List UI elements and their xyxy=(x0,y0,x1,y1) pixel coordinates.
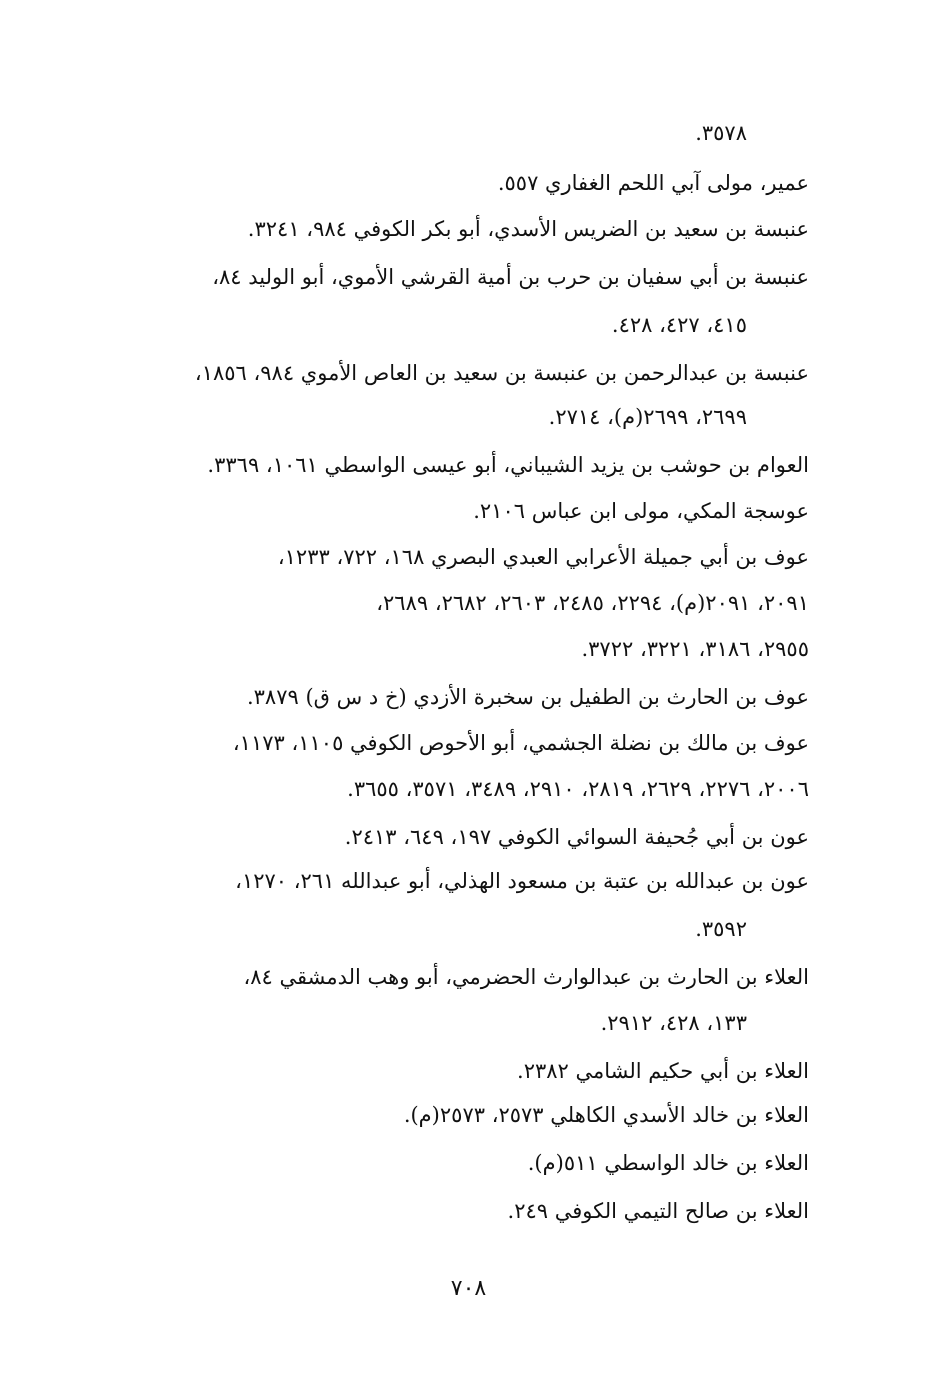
entry-continuation-line: ٣٥٧٨. xyxy=(695,121,747,145)
entry-line: عمير، مولى آبي اللحم الغفاري ٥٥٧. xyxy=(497,171,809,195)
entry-line: عون بن أبي جُحيفة السوائي الكوفي ١٩٧، ٦٤٩، ٢٤١٣. xyxy=(344,825,809,849)
entry-continuation-line: ٢٦٩٩، ٢٦٩٩(م)، ٢٧١٤. xyxy=(548,405,747,429)
entry-line: عنبسة بن عبدالرحمن بن عنبسة بن سعيد بن العاص الأموي ٩٨٤، ١٨٥٦، xyxy=(194,361,809,385)
entry-continuation-line: ٢٠٩١، ٢٠٩١(م)، ٢٢٩٤، ٢٤٨٥، ٢٦٠٣، ٢٦٨٢، ٢٦٨٩، xyxy=(376,591,809,615)
entry-continuation-line: ٢٩٥٥، ٣١٨٦، ٣٢٢١، ٣٧٢٢. xyxy=(581,637,809,661)
entry-line: العلاء بن خالد الواسطي ٥١١(م). xyxy=(527,1151,809,1175)
page-number: ٧٠٨ xyxy=(450,1276,487,1301)
entry-continuation-line: ٢٠٠٦، ٢٢٧٦، ٢٦٢٩، ٢٨١٩، ٢٩١٠، ٣٤٨٩، ٣٥٧١، ٣٦٥٥. xyxy=(347,777,809,801)
entry-line: عوف بن الحارث بن الطفيل بن سخبرة الأزدي (خ د س ق) ٣٨٧٩. xyxy=(246,685,809,709)
entry-line: عنبسة بن سعيد بن الضريس الأسدي، أبو بكر الكوفي ٩٨٤، ٣٢٤١. xyxy=(247,217,809,241)
entry-line: عوف بن مالك بن نضلة الجشمي، أبو الأحوص الكوفي ١١٠٥، ١١٧٣، xyxy=(232,731,809,755)
entry-line: العلاء بن خالد الأسدي الكاهلي ٢٥٧٣، ٢٥٧٣(م). xyxy=(403,1103,809,1127)
entry-continuation-line: ٣٥٩٢. xyxy=(695,917,747,941)
entry-line: عوسجة المكي، مولى ابن عباس ٢١٠٦. xyxy=(473,499,809,523)
entry-line: عون بن عبدالله بن عتبة بن مسعود الهذلي، أبو عبدالله ٢٦١، ١٢٧٠، xyxy=(235,869,809,893)
entry-line: العلاء بن الحارث بن عبدالوارث الحضرمي، أبو وهب الدمشقي ٨٤، xyxy=(243,965,809,989)
entry-line: العوام بن حوشب بن يزيد الشيباني، أبو عيسى الواسطي ١٠٦١، ٣٣٦٩. xyxy=(207,453,809,477)
entry-continuation-line: ٤١٥، ٤٢٧، ٤٢٨. xyxy=(611,313,747,337)
entry-line: العلاء بن صالح التيمي الكوفي ٢٤٩. xyxy=(507,1199,809,1223)
entry-continuation-line: ١٣٣، ٤٢٨، ٢٩١٢. xyxy=(600,1011,747,1035)
entry-line: عوف بن أبي جميلة الأعرابي العبدي البصري ١٦٨، ٧٢٢، ١٢٣٣، xyxy=(277,545,809,569)
entry-line: عنبسة بن أبي سفيان بن حرب بن أمية القرشي الأموي، أبو الوليد ٨٤، xyxy=(212,265,809,289)
entry-line: العلاء بن أبي حكيم الشامي ٢٣٨٢. xyxy=(517,1059,809,1083)
